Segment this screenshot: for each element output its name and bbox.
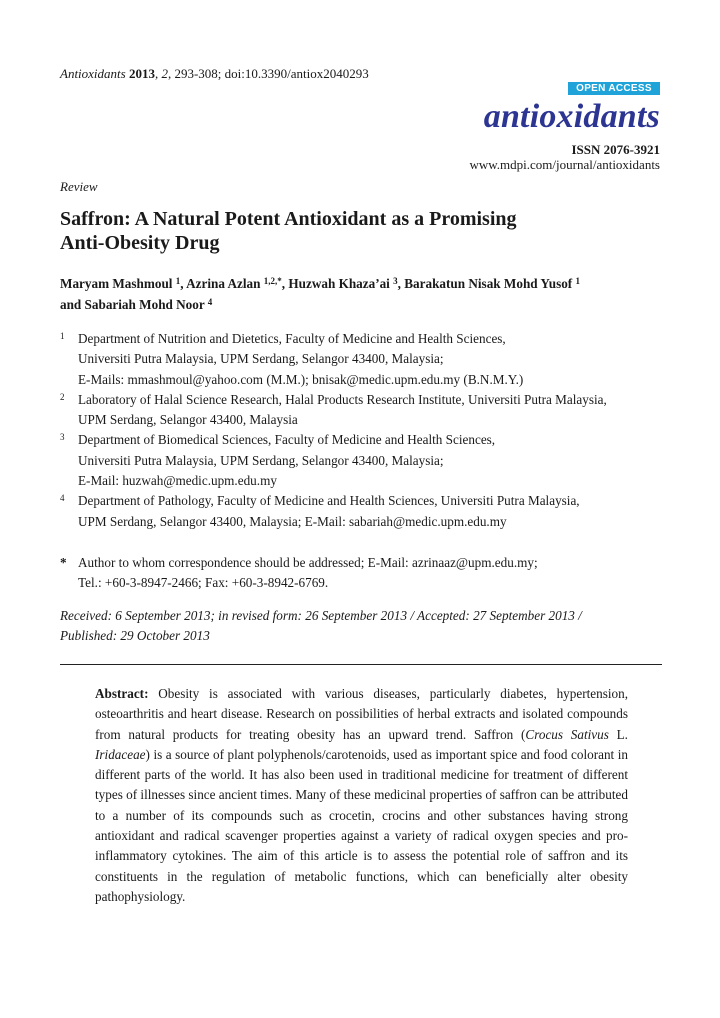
citation-line: Antioxidants 2013, 2, 293-308; doi:10.3390/antiox2040293 <box>60 66 369 81</box>
affiliation-item: 2 Laboratory of Halal Science Research, Halal Products Research Institute, Universiti Putra Malaysia, UPM Serdang, Selangor 43400, Malaysia <box>60 391 607 428</box>
abstract-label: Abstract: <box>95 686 149 701</box>
author-list: Maryam Mashmoul $^1$, Azrina Azlan $^{1,2,*}$, Huzwah Khaza’ai $^3$, Barakatun Nisak Mohd Yusof $^1$ and Sabariah Mohd Noor $^4$ <box>60 276 580 312</box>
affiliation-item: 4 Department of Pathology, Faculty of Medicine and Health Sciences, Universiti Putra Malaysia, UPM Serdang, Selangor 43400, Malaysia; E-Mail: sabariah@medic.upm.edu.my <box>60 493 580 529</box>
journal-logo: antioxidants <box>483 98 660 135</box>
journal-url[interactable]: www.mdpi.com/journal/antioxidants <box>469 157 660 172</box>
divider <box>60 664 662 665</box>
open-access-badge: OPEN ACCESS <box>568 82 660 95</box>
affiliation-item: 3 Department of Biomedical Sciences, Faculty of Medicine and Health Sciences, Universiti Putra Malaysia, UPM Serdang, Selangor 43400, Malaysia; E-Mail: huzwah@medic.upm.edu.my <box>60 432 496 489</box>
affiliations <box>60 329 670 532</box>
affiliation-item: 1 Department of Nutrition and Dietetics, Faculty of Medicine and Health Sciences, Universiti Putra Malaysia, UPM Serdang, Selangor 43400, Malaysia; E-Mails: mmashmoul@yahoo.com (M.M.); bnisak@medic.upm.edu.my (B.N.M.Y.) <box>60 331 524 387</box>
article-type: Review <box>60 179 98 194</box>
article-title: Saffron: A Natural Potent Antioxidant as a Promising Anti-Obesity Drug <box>60 208 517 254</box>
abstract: Abstract: Obesity is associated with various diseases, particularly diabetes, hypertension, osteoarthritis and heart disease. Research on possibilities of herbal extracts and isolated compounds from natural products for treating obesity has an upward trend. Saffron (Crocus Sativus L. Iridaceae) is a source of plant polyphenols/carotenoids, used as important spice and food colorant in different parts of the world. It has also been used in traditional medicine for treatment of different types of illnesses since ancient times. Many of these medicinal properties of saffron can be attributed to a number of its compounds such as crocetin, crocins and other substances having strong antioxidant and radical scavenger properties against a variety of radical oxygen species and pro-inflammatory cytokines. The aim of this article is to assess the potential role of saffron and its constituents in the regulation of metabolic functions, which can beneficially alter obesity pathophysiology. <box>95 686 628 904</box>
publication-dates: Received: 6 September 2013; in revised form: 26 September 2013 / Accepted: 27 September 2013 / Published: 29 October 2013 <box>60 608 582 644</box>
correspondence: * Author to whom correspondence should be addressed; E-Mail: azrinaaz@upm.edu.my; Tel.: +60-3-8947-2466; Fax: +60-3-8942-6769. <box>60 555 538 591</box>
issn: ISSN 2076-3921 <box>571 142 660 157</box>
